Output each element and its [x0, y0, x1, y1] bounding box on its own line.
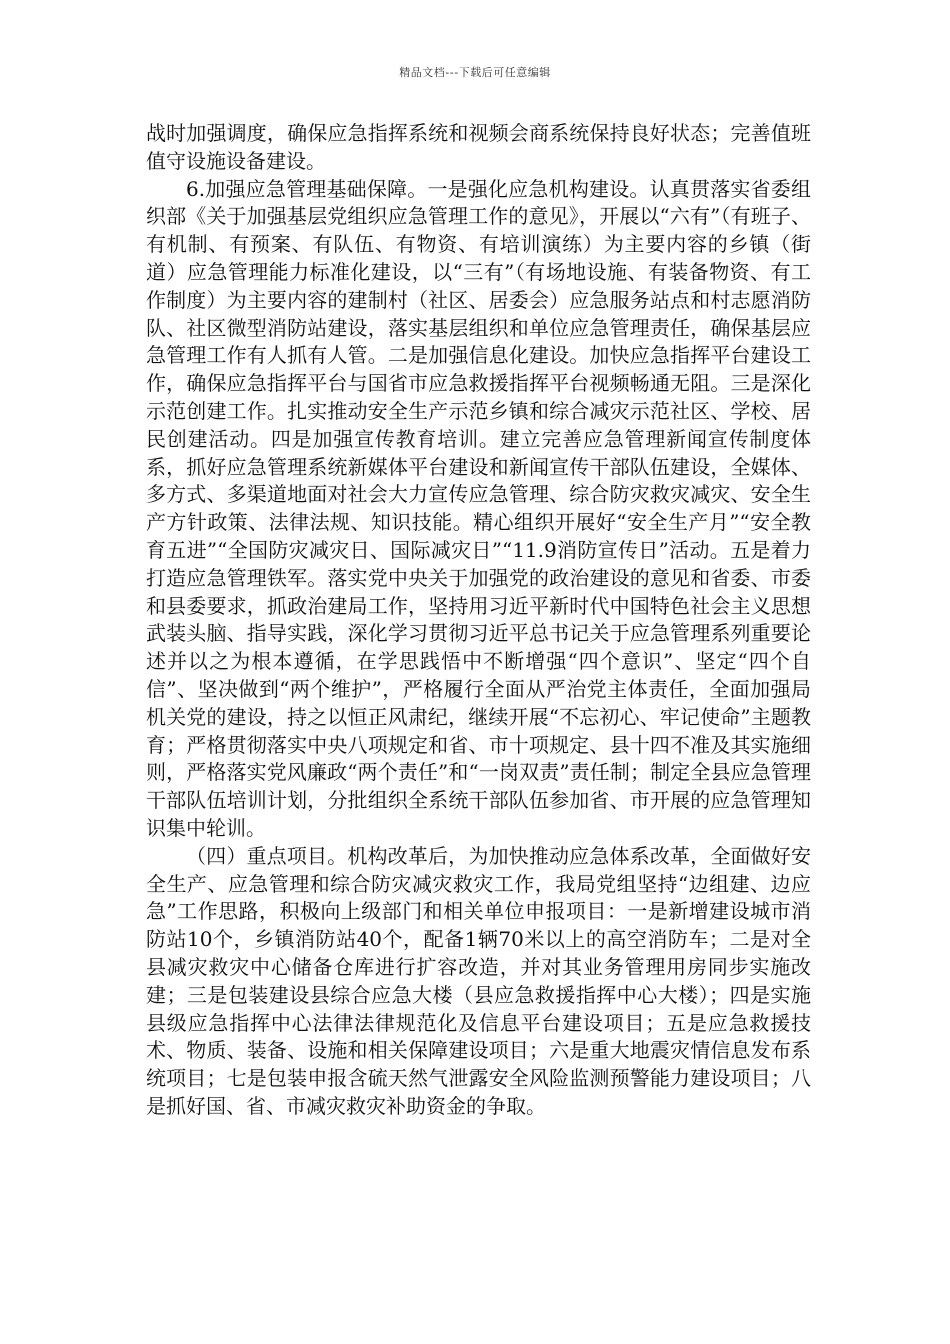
paragraph-emergency-foundation: 6.加强应急管理基础保障。一是强化应急机构建设。认真贯落实省委组织部《关于加强基层党组织应急管理工作的意见》，开展以“六有”（有班子、有机制、有预案、有队伍、有物资、有培训演练）为主要内容的乡镇（街道）应急管理能力标准化建设，以“三有”（有场地设施、有装备物资、有工作制度）为主要内容的建制村（社区、居委会）应急服务站点和村志愿消防队、社区微型消防站建设，落实基层组织和单位应急管理责任，确保基层应急管理工作有人抓有人管。二是加强信息化建设。加快应急指挥平台建设工作，确保应急指挥平台与国省市应急救援指挥平台视频畅通无阻。三是深化示范创建工作。扎实推动安全生产示范乡镇和综合减灾示范社区、学校、居民创建活动。四是加强宣传教育培训。建立完善应急管理新闻宣传制度体系，抓好应急管理系统新媒体平台建设和新闻宣传干部队伍建设，全媒体、多方式、多渠道地面对社会大力宣传应急管理、综合防灾救灾减灾、安全生产方针政策、法律法规、知识技能。精心组织开展好“安全生产月”“安全教育五进”“全国防灾减灾日、国际减灾日”“11.9消防宣传日”活动。五是着力打造应急管理铁军。落实党中央关于加强党的政治建设的意见和省委、市委和县委要求，抓政治建局工作，坚持用习近平新时代中国特色社会主义思想武装头脑、指导实践，深化学习贯彻习近平总书记关于应急管理系列重要论述并以之为根本遵循，在学思践悟中不断增强“四个意识”、坚定“四个自信”、坚决做到“两个维护”，严格履行全面从严治党主体责任，全面加强局机关党的建设，持之以恒正风肃纪，继续开展“不忘初心、牢记使命”主题教育；严格贯彻落实中央八项规定和省、市十项规定、县十四不准及其实施细则，严格落实党风廉政“两个责任”和“一岗双责”责任制；制定全县应急管理干部队伍培训计划，分批组织全系统干部队伍参加省、市开展的应急管理知识集中轮训。 — [146, 176, 811, 840]
paragraph-key-projects: （四）重点项目。机构改革后，为加快推动应急体系改革，全面做好安全生产、应急管理和综合防灾减灾救灾工作，我局党组坚持“边组建、边应急”工作思路，积极向上级部门和相关单位申报项目：一是新增建设城市消防站10个，乡镇消防站40个，配备1辆70米以上的高空消防车；二是对全县减灾救灾中心储备仓库进行扩容改造，并对其业务管理用房同步实施改建；三是包装建设县综合应急大楼（县应急救援指挥中心大楼）；四是实施县级应急指挥中心法律法律规范化及信息平台建设项目；五是应急救援技术、物质、装备、设施和相关保障建设项目；六是重大地震灾情信息发布系统项目；七是包装申报含硫天然气泄露安全风险监测预警能力建设项目；八是抓好国、省、市减灾救灾补助资金的争取。 — [146, 843, 811, 1118]
document-body — [146, 120, 811, 1121]
page-header: 精品文档---下载后可任意编辑 — [399, 66, 551, 79]
paragraph-continuation: 战时加强调度，确保应急指挥系统和视频会商系统保持良好状态；完善值班值守设施设备建设。 — [146, 121, 811, 173]
